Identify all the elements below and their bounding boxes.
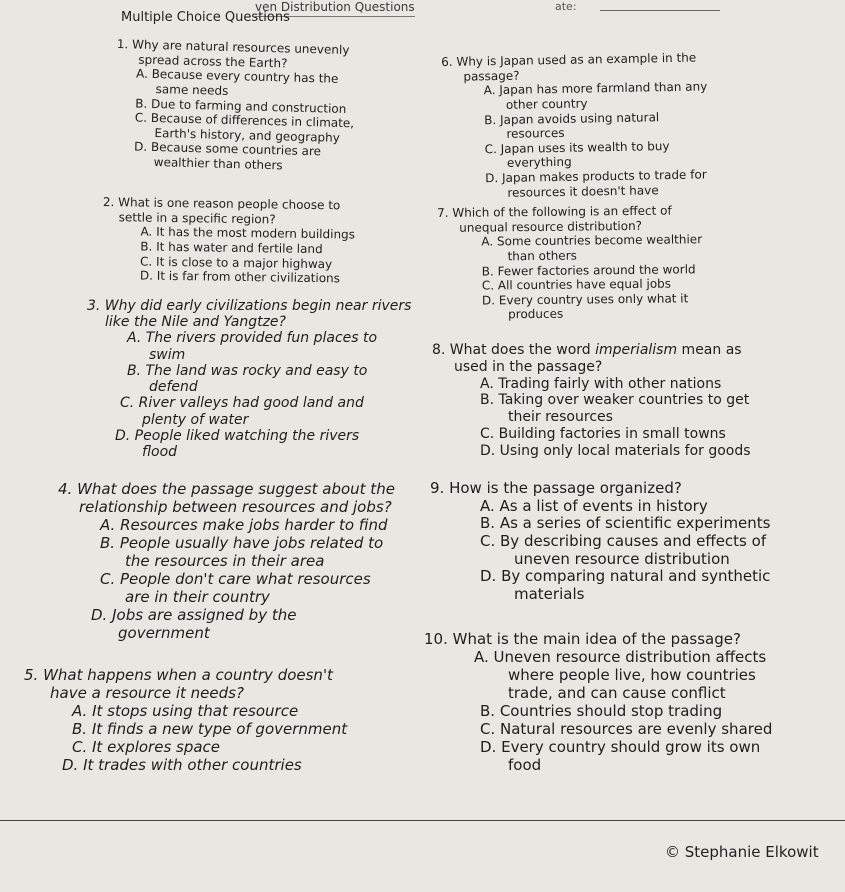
answer-option[interactable]: C. It is close to a major highway [139, 254, 333, 271]
answer-option-cont: everything [506, 155, 572, 171]
question-4 [58, 480, 428, 642]
answer-option[interactable]: A. The rivers provided fun places to [127, 330, 378, 347]
answer-option-cont: plenty of water [142, 411, 249, 428]
answer-option-cont: defend [149, 379, 198, 396]
answer-option[interactable]: C. Building factories in small towns [480, 425, 726, 442]
answer-option[interactable]: C. People don't care what resources [100, 570, 371, 588]
answer-option-cont: their resources [508, 409, 613, 426]
date-label: ate: [555, 0, 577, 13]
answer-option[interactable]: A. As a list of events in history [480, 496, 708, 515]
worksheet-title: ven Distribution Questions [255, 0, 415, 14]
answer-option[interactable]: A. Uneven resource distribution affects [474, 648, 767, 666]
answer-option[interactable]: D. Japan makes products to trade for [485, 167, 707, 186]
answer-option[interactable]: B. It finds a new type of government [72, 720, 348, 738]
answer-option-cont: other country [505, 96, 588, 112]
answer-option[interactable]: C. It explores space [72, 738, 221, 756]
answer-option-cont: wealthier than others [153, 155, 283, 173]
answer-option[interactable]: A. Resources make jobs harder to find [100, 516, 388, 534]
answer-option[interactable]: D. Every country should grow its own [480, 738, 761, 756]
question-stem: passage? [463, 68, 520, 84]
emphasized-term: imperialism [595, 342, 678, 358]
answer-option[interactable]: B. It has water and fertile land [140, 239, 323, 256]
question-stem: used in the passage? [454, 358, 603, 375]
question-2 [102, 195, 413, 287]
answer-option[interactable]: A. Japan has more farmland than any [483, 79, 708, 98]
answer-option[interactable]: C. Natural resources are evenly shared [480, 720, 773, 738]
question-7 [437, 203, 768, 323]
answer-option[interactable]: C. By describing causes and effects of [480, 532, 767, 551]
footer-divider [0, 820, 845, 821]
answer-option[interactable]: B. Fewer factories around the world [481, 261, 696, 279]
question-stem: 3. Why did early civilizations begin near rivers [87, 298, 412, 314]
question-stem: unequal resource distribution? [459, 218, 643, 235]
answer-option-cont: where people live, how countries [508, 666, 756, 684]
question-stem: 1. Why are natural resources unevenly [116, 37, 350, 58]
answer-option-cont: trade, and can cause conflict [508, 684, 726, 702]
answer-option-cont: resources it doesn't have [507, 182, 659, 200]
answer-option[interactable]: D. By comparing natural and synthetic [480, 567, 771, 586]
question-9 [430, 480, 830, 604]
answer-option-cont: produces [508, 307, 564, 322]
answer-option[interactable]: B. The land was rocky and easy to [127, 362, 368, 379]
answer-option[interactable]: B. People usually have jobs related to [100, 534, 384, 552]
answer-option[interactable]: D. It is far from other civilizations [139, 268, 341, 286]
question-1 [114, 37, 417, 176]
question-stem: spread across the Earth? [138, 52, 288, 71]
question-stem: 9. How is the passage organized? [430, 479, 682, 497]
question-stem: relationship between resources and jobs? [79, 498, 392, 516]
answer-option-cont: swim [149, 346, 186, 363]
answer-option[interactable]: D. Jobs are assigned by the [91, 606, 297, 624]
question-stem: have a resource it needs? [50, 684, 244, 702]
answer-option[interactable]: B. As a series of scientific experiments [480, 514, 771, 533]
answer-option[interactable]: D. Every country uses only what it [481, 291, 689, 308]
answer-option[interactable]: C. All countries have equal jobs [481, 276, 672, 293]
question-stem: 7. Which of the following is an effect of [437, 203, 672, 220]
answer-option-cont: same needs [155, 81, 229, 98]
question-stem: 2. What is one reason people choose to [102, 195, 341, 213]
answer-option[interactable]: D. People liked watching the rivers [115, 427, 360, 444]
answer-option-cont: are in their country [125, 588, 270, 606]
question-stem: settle in a specific region? [118, 209, 276, 227]
answer-option-cont: food [508, 756, 542, 774]
answer-option[interactable]: C. River valleys had good land and [120, 395, 364, 412]
answer-option[interactable]: C. Japan uses its wealth to buy [484, 138, 670, 157]
question-stem: 6. Why is Japan used as an example in the [441, 50, 697, 69]
answer-option[interactable]: B. Taking over weaker countries to get [480, 392, 750, 409]
date-rule [600, 10, 720, 11]
question-3 [87, 298, 427, 460]
answer-option-cont: resources [506, 125, 565, 141]
question-stem: 5. What happens when a country doesn't [24, 666, 333, 684]
question-stem: 10. What is the main idea of the passage? [424, 630, 741, 648]
answer-option[interactable]: B. Due to farming and construction [135, 96, 347, 116]
section-title: Multiple Choice Questions [121, 10, 290, 25]
question-8 [432, 342, 777, 460]
answer-option-cont: flood [142, 444, 178, 461]
answer-option[interactable]: D. Because some countries are [133, 139, 322, 159]
answer-option[interactable]: B. Japan avoids using natural [484, 109, 660, 127]
answer-option[interactable]: A. Because every country has the [135, 66, 339, 87]
answer-option-cont: the resources in their area [125, 552, 325, 570]
question-stem: 8. What does the word imperialism mean as [432, 342, 742, 358]
answer-option[interactable]: A. It has the most modern buildings [140, 224, 356, 242]
question-stem: 4. What does the passage suggest about the [58, 480, 395, 498]
answer-option-cont: than others [507, 248, 577, 264]
answer-option-cont: uneven resource distribution [514, 549, 730, 568]
question-6 [441, 50, 754, 202]
answer-option[interactable]: C. Because of differences in climate, [134, 110, 355, 131]
answer-option-cont: Earth's history, and geography [154, 125, 341, 145]
answer-option-cont: government [118, 624, 210, 642]
question-10 [424, 630, 834, 774]
question-stem: like the Nile and Yangtze? [105, 314, 286, 331]
answer-option[interactable]: A. Some countries become wealthier [481, 232, 703, 249]
answer-option[interactable]: D. It trades with other countries [62, 756, 302, 774]
question-5 [24, 666, 424, 774]
copyright-notice: © Stephanie Elkowit [665, 843, 819, 861]
answer-option[interactable]: D. Using only local materials for goods [480, 442, 751, 459]
answer-option[interactable]: A. Trading fairly with other nations [480, 375, 722, 392]
answer-option[interactable]: B. Countries should stop trading [480, 702, 723, 720]
answer-option-cont: materials [514, 585, 585, 604]
answer-option[interactable]: A. It stops using that resource [72, 702, 299, 720]
